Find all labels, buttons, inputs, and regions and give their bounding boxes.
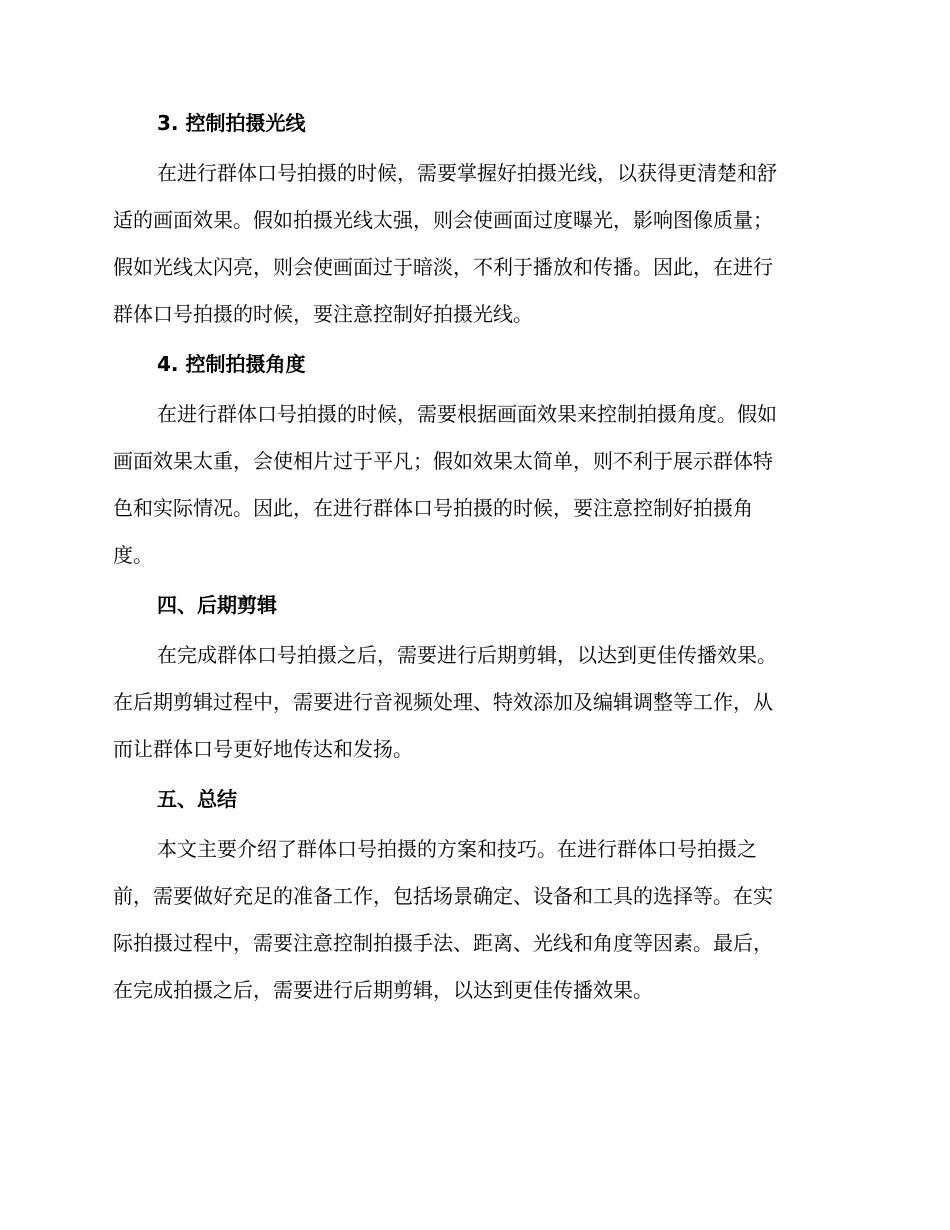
- paragraph-line: 度。: [113, 543, 153, 567]
- section-control-angle: [113, 349, 833, 570]
- section-heading: 4. 控制拍摄角度: [157, 352, 306, 376]
- section-heading: 四、后期剪辑: [157, 593, 277, 617]
- paragraph-line: 假如光线太闪亮，则会使画面过于暗淡，不利于播放和传播。因此，在进行: [113, 255, 773, 279]
- paragraph: [113, 640, 833, 764]
- paragraph-line: 在完成拍摄之后，需要进行后期剪辑，以达到更佳传播效果。: [113, 978, 653, 1002]
- paragraph-line: 适的画面效果。假如拍摄光线太强，则会使画面过度曝光，影响图像质量；: [113, 208, 773, 232]
- section-control-lighting: [113, 108, 833, 329]
- paragraph-line: 色和实际情况。因此，在进行群体口号拍摄的时候，要注意控制好拍摄角: [113, 496, 753, 520]
- section-heading: 五、总结: [157, 787, 237, 811]
- document-body: [113, 108, 833, 1025]
- section-heading: 3. 控制拍摄光线: [157, 111, 306, 135]
- paragraph-line: 际拍摄过程中，需要注意控制拍摄手法、距离、光线和角度等因素。最后，: [113, 931, 773, 955]
- paragraph-line: 在完成群体口号拍摄之后，需要进行后期剪辑，以达到更佳传播效果。: [157, 643, 777, 667]
- paragraph-line: 前，需要做好充足的准备工作，包括场景确定、设备和工具的选择等。在实: [113, 884, 773, 908]
- paragraph-line: 在后期剪辑过程中，需要进行音视频处理、特效添加及编辑调整等工作，从: [113, 690, 773, 714]
- section-summary: [113, 784, 833, 1005]
- paragraph-line: 在进行群体口号拍摄的时候，需要根据画面效果来控制拍摄角度。假如: [157, 402, 777, 426]
- paragraph: [113, 158, 833, 329]
- paragraph-line: 而让群体口号更好地传达和发扬。: [113, 737, 413, 761]
- section-post-editing: [113, 590, 833, 764]
- paragraph-line: 本文主要介绍了群体口号拍摄的方案和技巧。在进行群体口号拍摄之: [157, 837, 757, 861]
- paragraph-line: 画面效果太重，会使相片过于平凡；假如效果太简单，则不利于展示群体特: [113, 449, 773, 473]
- paragraph-line: 群体口号拍摄的时候，要注意控制好拍摄光线。: [113, 302, 533, 326]
- paragraph: [113, 834, 833, 1005]
- paragraph-line: 在进行群体口号拍摄的时候，需要掌握好拍摄光线，以获得更清楚和舒: [157, 161, 777, 185]
- paragraph: [113, 399, 833, 570]
